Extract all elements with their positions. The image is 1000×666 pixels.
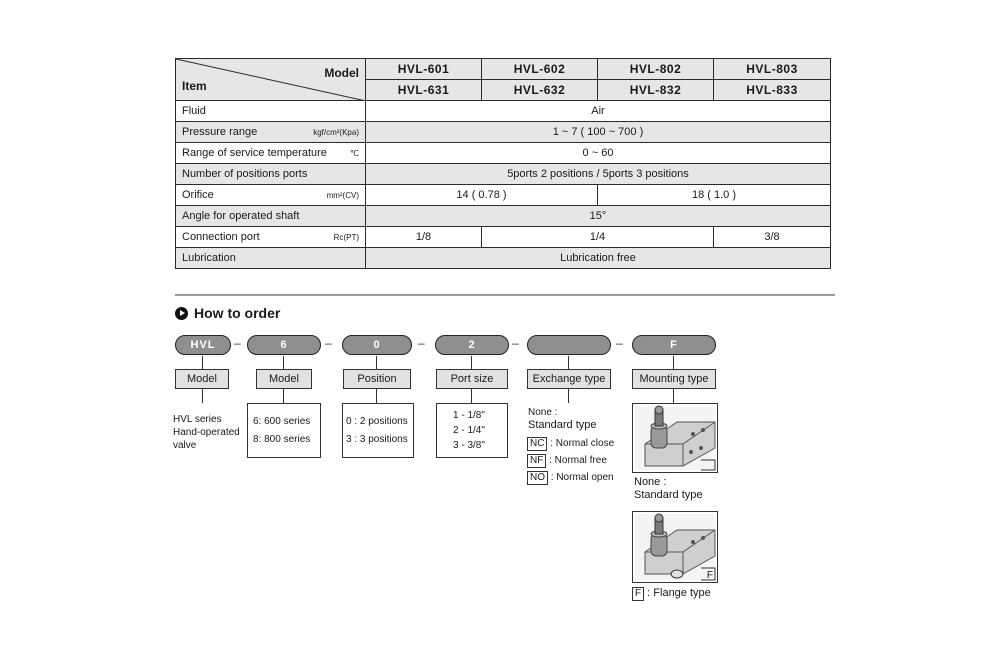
row-value: 0 ~ 60 — [366, 143, 831, 164]
row-label: Lubrication — [176, 248, 366, 269]
table-row-lubrication — [176, 248, 831, 269]
separator-dash: – — [325, 336, 332, 350]
row-value: 14 ( 0.78 ) — [366, 185, 598, 206]
connector-line — [376, 389, 377, 403]
separator-dash: – — [512, 336, 519, 350]
exchange-none-line: None : — [528, 407, 558, 418]
exchange-option-nc — [527, 437, 614, 451]
separator-dash: – — [234, 336, 241, 350]
exchange-none-line: Standard type — [528, 419, 597, 431]
separator-dash: – — [418, 336, 425, 350]
row-value: 3/8 — [714, 227, 831, 248]
model-options-box — [247, 403, 321, 458]
tag-position: Position — [343, 369, 411, 389]
model-cell: HVL-602 — [482, 59, 598, 80]
model-cell: HVL-631 — [366, 80, 482, 101]
table-row-angle — [176, 206, 831, 227]
hvl-description — [173, 413, 240, 452]
connector-line — [376, 356, 377, 369]
model-cell: HVL-632 — [482, 80, 598, 101]
tag-exchange-type: Exchange type — [527, 369, 611, 389]
valve-standard-image — [632, 403, 718, 473]
table-row-temperature — [176, 143, 831, 164]
row-value: 1 ~ 7 ( 100 ~ 700 ) — [366, 122, 831, 143]
how-to-order-title: How to order — [194, 305, 281, 321]
section-divider — [175, 294, 835, 296]
option-text: : Normal free — [549, 455, 607, 466]
mounting-option-f — [632, 587, 711, 601]
how-to-order-heading — [175, 305, 280, 321]
model-cell: HVL-601 — [366, 59, 482, 80]
code-box: NF — [527, 454, 546, 468]
row-label: Angle for operated shaft — [176, 206, 366, 227]
valve-flange-illustration — [633, 512, 717, 582]
connector-line — [202, 389, 203, 403]
row-value: Air — [366, 101, 831, 122]
desc-line: Hand-operated — [173, 427, 240, 438]
code-pill-exchange — [527, 335, 611, 355]
mounting-none-text — [634, 476, 703, 502]
connector-line — [568, 356, 569, 369]
option-line: 8: 800 series — [253, 434, 311, 445]
tag-model: Model — [256, 369, 312, 389]
play-circle-icon — [175, 307, 188, 320]
flange-image-label: F — [706, 570, 713, 581]
row-unit: ℃ — [350, 148, 359, 158]
tag-model-series: Model — [175, 369, 229, 389]
table-row-orifice — [176, 185, 831, 206]
code-pill-model: 6 — [247, 335, 321, 355]
code-box: NC — [527, 437, 547, 451]
connector-line — [471, 389, 472, 403]
option-line: 0 : 2 positions — [346, 416, 408, 427]
row-label: Pressure range — [182, 126, 258, 138]
option-text: : Flange type — [647, 587, 711, 599]
option-line: 3 : 3 positions — [346, 434, 408, 445]
row-value: 5ports 2 positions / 5ports 3 positions — [366, 164, 831, 185]
valve-flange-image — [632, 511, 718, 583]
row-value: 1/4 — [482, 227, 714, 248]
table-row-pressure — [176, 122, 831, 143]
table-row-port — [176, 227, 831, 248]
row-value: Lubrication free — [366, 248, 831, 269]
header-model: Model — [324, 66, 359, 80]
table-row-fluid — [176, 101, 831, 122]
code-box: NO — [527, 471, 548, 485]
row-unit: mm²(CV) — [326, 190, 359, 200]
row-value: 18 ( 1.0 ) — [598, 185, 831, 206]
valve-standard-illustration — [633, 404, 717, 472]
mounting-none-line: Standard type — [634, 489, 703, 501]
code-pill-mounting: F — [632, 335, 716, 355]
spec-table — [175, 58, 831, 269]
header-item: Item — [182, 79, 207, 93]
exchange-none-text — [528, 406, 597, 432]
mounting-none-line: None : — [634, 476, 667, 488]
connector-line — [471, 356, 472, 369]
row-label: Orifice — [182, 189, 214, 201]
option-line: 1 - 1/8" — [453, 410, 485, 421]
connector-line — [673, 356, 674, 369]
row-value: 15° — [366, 206, 831, 227]
tag-port-size: Port size — [436, 369, 508, 389]
option-text: : Normal close — [550, 438, 615, 449]
connector-line — [673, 389, 674, 403]
connector-line — [202, 356, 203, 369]
code-pill-port: 2 — [435, 335, 509, 355]
option-text: : Normal open — [550, 472, 614, 483]
model-cell: HVL-803 — [714, 59, 831, 80]
desc-line: HVL series — [173, 414, 222, 425]
row-unit: kgf/cm²(Kpa) — [313, 127, 359, 137]
connector-line — [283, 356, 284, 369]
option-line: 6: 600 series — [253, 416, 311, 427]
separator-dash: – — [616, 336, 623, 350]
model-cell: HVL-833 — [714, 80, 831, 101]
option-line: 2 - 1/4" — [453, 425, 485, 436]
row-label: Fluid — [176, 101, 366, 122]
table-row-positions — [176, 164, 831, 185]
row-label: Number of positions ports — [176, 164, 366, 185]
connector-line — [568, 389, 569, 403]
row-unit: Rc(PT) — [333, 232, 359, 242]
row-value: 1/8 — [366, 227, 482, 248]
model-cell: HVL-802 — [598, 59, 714, 80]
tag-mounting-type: Mounting type — [632, 369, 716, 389]
exchange-option-nf — [527, 454, 607, 468]
option-line: 3 - 3/8" — [453, 440, 485, 451]
table-corner-header — [176, 59, 366, 101]
model-cell: HVL-832 — [598, 80, 714, 101]
desc-line: valve — [173, 440, 197, 451]
row-label: Range of service temperature — [182, 147, 327, 159]
port-size-options-box — [436, 403, 508, 458]
exchange-option-no — [527, 471, 614, 485]
connector-line — [283, 389, 284, 403]
code-box: F — [632, 587, 644, 601]
position-options-box — [342, 403, 414, 458]
code-pill-position: 0 — [342, 335, 412, 355]
row-label: Connection port — [182, 231, 260, 243]
code-pill-hvl: HVL — [175, 335, 231, 355]
